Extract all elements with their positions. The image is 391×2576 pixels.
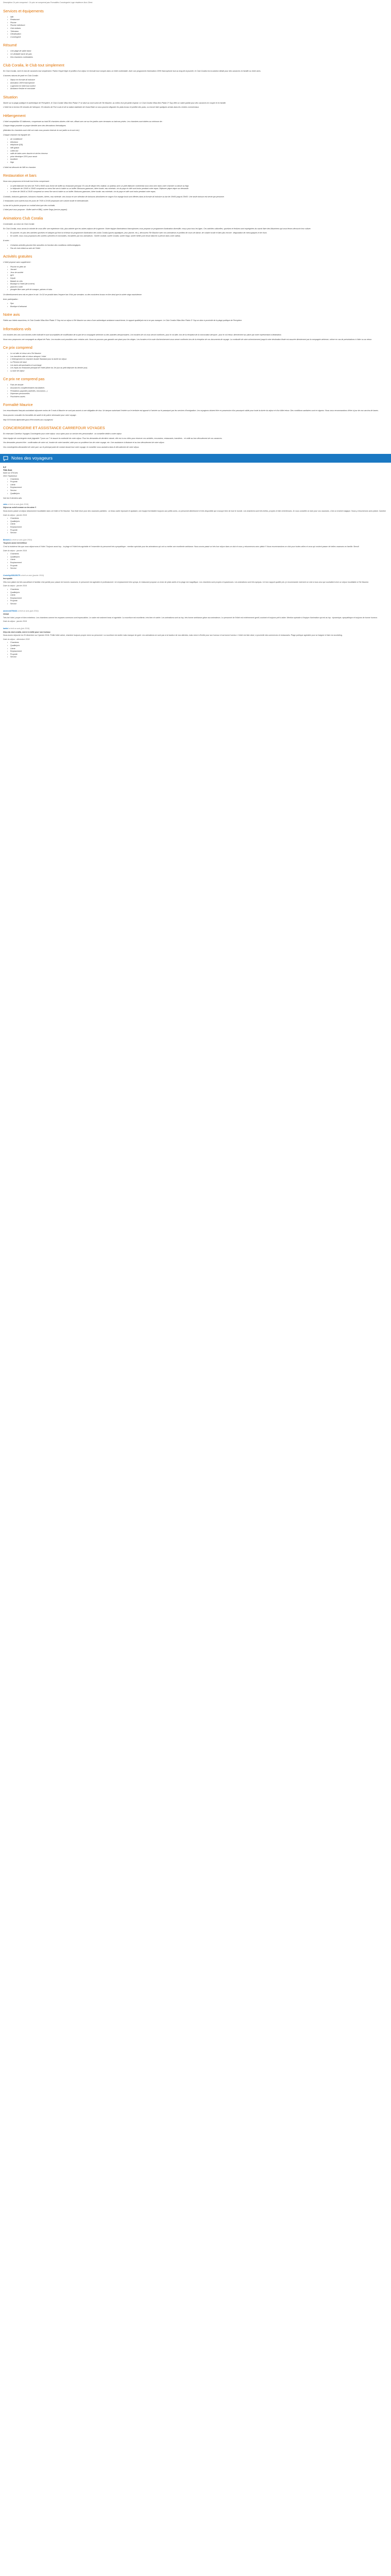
list-item: • Piscine: [7, 22, 388, 25]
list-item: • Les repas du restaurant principal de l'hôtel (dîner du 1er jour au petit déjeuner du dernier jour): [7, 367, 388, 370]
review-author[interactable]: Corinthy038128175: [3, 574, 20, 577]
list-item: • gym: [7, 274, 388, 277]
review-title: Génial: [3, 613, 9, 616]
review-title: Toujours aussi merveilleux: [3, 542, 27, 545]
free-activities-list: [3, 266, 388, 292]
hebergement-paragraph: (Attention les chambres sont côté rue mais vous pouvez réserver la vue jardin ou la vue mer): [3, 129, 79, 132]
list-item: • Chambres: [7, 478, 388, 481]
review-categories: [3, 588, 388, 606]
list-item: • télévision: [7, 141, 388, 144]
section-title-activites: Activités gratuites: [3, 254, 32, 259]
restauration-paragraph: La bar de la piscine propose un cocktail ainsi que des cocktails.: [3, 204, 56, 207]
review-stay-date: Date du séjour : janvier 2016: [3, 514, 27, 516]
list-item: • Emplacement: [7, 597, 388, 600]
speech-bubble-icon: [3, 456, 8, 461]
situation-paragraph: Située sur la plage publique et authentique de Pereybère, le Club Coralia Villas Mon Plaisir 3* se situe au nord ouest de l'île Maurice, au milieu d'un joli jardin tropical. Le Club Coralia Villas Mon Plaisir 3* Sup offre un cadre parfait pour des vacances en couple et en famille.: [3, 101, 226, 104]
review-author[interactable]: annenm0750411: [3, 609, 18, 612]
list-item: • Qualité/prix: [7, 493, 388, 496]
description-breadcrumb: Description Ce prix comprend : Ce prix ne comprend pas Formalités Conciergerie Loge résidence Avis Client: [3, 2, 92, 4]
review-categories: [3, 517, 388, 535]
review-author[interactable]: cdes: [3, 503, 8, 505]
list-item: • Service: [7, 532, 388, 535]
reviews-header-title: Notes des voyageurs: [11, 455, 53, 461]
list-item: • Propreté: [7, 653, 388, 656]
list-item: • Literie: [7, 594, 388, 597]
review-header: [3, 503, 388, 506]
see-last-reviews-link[interactable]: Voir les 5 derniers avis: [3, 497, 22, 500]
list-item: • Service: [7, 489, 388, 493]
section-title-club: Club Coralia, le Club tout simplement: [3, 63, 64, 68]
list-item: • Boutique d'artisanat: [7, 306, 388, 309]
list-item: • air conditionné: [7, 138, 388, 141]
review-author[interactable]: Benoît A: [3, 538, 11, 541]
list-item: • salle de bains avec douche et sèche-cheveux: [7, 152, 388, 156]
animations-paragraph: A noter :: [3, 240, 10, 242]
review-date: a écrit un avis (juin 2016): [8, 503, 29, 505]
list-item: • Certaines activités peuvent être annulées en fonction des conditions météorologiques: [7, 244, 388, 247]
section-title-formalites: Formalité Maurice: [3, 402, 33, 408]
list-item: • Spa: [7, 302, 388, 306]
review-date: a écrit un avis (juin 2016): [18, 609, 39, 612]
section-title-services: Services et équipements: [3, 8, 44, 13]
animations-notes-list: [3, 244, 388, 250]
informations-paragraph: Les horaires des vols sont donnés à titre indicatif et sont susceptibles de modification de la part de la compagnie aérienne ou des autorités aéroportuaires. Les horaires de vol vous seront confirmés, pour le vol aller, lors de la réception de la convocation aéroport ; pour le vol retour, directement sur place par notre représentant à destination.: [3, 334, 282, 336]
review-date: a écrit un avis (juin 2016): [9, 628, 30, 630]
review-header: [3, 539, 388, 542]
rating-label: Très bon: [3, 469, 12, 472]
list-item: • Prestations payantes (activités, excursions...): [7, 390, 388, 393]
list-item: • planche à voile: [7, 286, 388, 289]
conciergerie-paragraph: Vos conciergeries demandent de votre part, sur le principal point de contact durant tout votre voyage, le conseiller vous assistera dans le déroulement de votre séjour.: [3, 446, 140, 448]
informations-paragraph: Nous vous proposons une compagnie au départ de Paris. Les escales sont possibles avec certains vols. Nous ne pouvons pas garantir une place pour les sièges. Les horaires et la route d'acheminement vous seront confirmés lors de la réception de vos documents de voyage. La continuité de votre acheminement jusqu'à votre destination finale est assurée directement par la compagnie aérienne, même en cas de perturbations à l'aller ou au retour.: [3, 338, 372, 341]
list-item: • Les taxes aéroportuaires et surcharge: [7, 364, 388, 367]
formalites-paragraph: Les ressortissants français souhaitant séjourner moins de 3 mois à Maurice ne sont pas soumis à une obligation de visa. Un tampon autorisant l'entrée sur le territoire est apposé à l'arrivée sur le passeport par les services d'immigration. Les voyageurs doivent être en possession d'un passeport valide pour toute la durée du séjour et d'un billet retour. Des conditions sanitaires sont en vigueur. Nous vous recommandons d'être à jour de vos vaccins de bases.: [3, 410, 379, 412]
rating-source: 2021 TripAdvisor: [3, 475, 17, 478]
list-item: • Club enfants: [7, 27, 388, 30]
review-title: Déçu du club coralia, merci à emilie pour son humour.: [3, 631, 51, 633]
list-item: • La Pension de base: [7, 361, 388, 364]
club-reasons-intro: 4 bonnes raisons de partir en Club Coralia :: [3, 74, 39, 77]
hebergement-paragraph: L'hôtel est démunie de Wifi en chambre.: [3, 166, 36, 168]
price-includes-list: [3, 352, 388, 372]
section-title-ne-comprend: Ce prix ne comprend pas: [3, 377, 45, 382]
page: [0, 0, 391, 659]
restauration-paragraph: Cocktails, boissons gazeuses, boissons chaudes, bières, eau minérale, vins locaux et une sélection de boissons alcoolisées en vogue d'un cépage local sont offertes dans la formule all inclusive au bar de 10h00 jusqu'à 23h00. Une seule boisson est servie par personne.: [3, 195, 225, 198]
paid-activities-list: [3, 302, 388, 308]
animations-paragraph: En Club Coralia, nous avons la volonté de vous offrir une expérience club, plus animée que les autres séjours de la gamme. Notre équipe d'animateurs francophones vous propose un programme d'animation diversifié, conçu pour tous les âges. Ces activités culturelles, sportives et festives sont imprégnées du savoir-faire des Mauriciens qui vous ferons découvrir leur culture.: [3, 227, 311, 230]
review-header: [3, 610, 388, 613]
list-item: • Restaurant: [7, 19, 388, 22]
list-item: • Un véritable havre de paix: [7, 53, 388, 56]
resume-list: [3, 50, 388, 59]
rating-based-on: basé sur 478 Avis: [3, 472, 18, 474]
review-categories: [3, 553, 388, 570]
list-item: • Dépenses personnelles: [7, 393, 388, 396]
list-item: • Assurances complémentaires facultatives: [7, 387, 388, 390]
list-item: • Literie: [7, 558, 388, 562]
list-item: • Service: [7, 603, 388, 606]
situation-paragraph: L'hôtel est à environ 65 minutes de l'aéroport, 30 minutes de Port Louis et de la station balnéaire de Grand Baie où vous pourrez déguster les plats locaux et profiter des pubs, ou encore faire quelques achats dans les centres commerciaux.: [3, 106, 200, 109]
conciergerie-paragraph: Votre équipe de conciergerie reste joignable 7 jours sur 7 et assure la continuité de votre séjour. Pour les demandes de dernière minute, elle est à vos côtés pour réserver vos activités, excursions, restaurants, transferts... et veille au bon déroulement de vos vacances.: [3, 437, 223, 439]
review-categories: [3, 641, 388, 659]
list-item: • Télévision: [7, 30, 388, 33]
section-title-ce-prix: Ce prix comprend: [3, 345, 32, 350]
list-item: • bouilloire: [7, 158, 388, 161]
list-item: • Chambres: [7, 517, 388, 520]
list-item: • Propreté: [7, 600, 388, 603]
conciergerie-paragraph: Vos demandes peuvent être : confirmation de votre vol, horaire de votre transfert, aide pour un problème lors de votre voyage, etc. Une assistance à distance et au bon déroulement de votre séjour.: [3, 442, 165, 444]
restauration-paragraph: Nous vous proposons la formule tout inclus comprenant :: [3, 180, 50, 183]
list-item: • La taxe de séjour: [7, 370, 388, 373]
list-item: • Wifi gratuit: [7, 147, 388, 150]
review-header: [3, 628, 388, 631]
list-item: • Literie: [7, 523, 388, 526]
list-item: • prise électrique 220V pour rasoir: [7, 156, 388, 159]
rating-summary: [3, 466, 388, 472]
review-stay-date: Date du séjour : janvier 2016: [3, 585, 27, 587]
list-item: • Qualité/prix: [7, 591, 388, 595]
list-item: • Qualité/prix: [7, 520, 388, 523]
list-item: • frigo: [7, 161, 388, 164]
club-paragraph: En Club Coralia, vivre le club de vacances tout simplement. Partez l'esprit léger et profitez d'un séjour en formule tout compris dans un hôtel confortable. Avec son programme d'animation 100% francophone tout au long de la journée, le Club Coralia est la solution idéale pour des vacances en famille ou entre amis.: [3, 70, 261, 73]
formalites-paragraph: Nous pouvez consulter les formalités de santé et de police nécessaire pour votre voyage :: [3, 414, 77, 416]
review-text: Nous avons passé un séjour absolument inoubliable dans cet hôtel à l'île Maurice. Tout était réuni pour des vacances parfaites : un beau cadre reposant et apaisant, une équipe formidable toujours aux petits soins, un personnel attentionné et très disponible qui s'occupe bien de tout le monde. Les chambres sont très belles, propres et bien entretenues. Je vous conseille ce club pour vos vacances, c'est un endroit magique. Nous y retournerons avec plaisir. Caroline: [3, 510, 386, 512]
list-item: • En journée, en plus des activités sportives et ludiques qui font la richesse du programme d'animation des clubs Coralia (sports aquatiques, jeux piscine, etc.), découvrez l'île Maurice avec nos animateurs et profitez de cours de danse, de cuisine locale et bien plus encore : dégustation de mets typiques et de rhum.: [7, 232, 388, 235]
animations-list: [3, 232, 388, 238]
activites-paragraph: Avec participation :: [3, 298, 19, 300]
list-item: • Pourboires usuels: [7, 396, 388, 399]
review-title: Séjour au soleil comme on les aime !!: [3, 506, 37, 509]
review-item: [3, 503, 388, 535]
list-item: • Logement en hôtel tout confort: [7, 85, 388, 88]
list-item: • Jacuzzi: [7, 268, 388, 272]
review-item: [3, 628, 388, 659]
meals-list: [3, 185, 388, 194]
rating-categories-list: [3, 478, 388, 496]
list-item: • Le vol aller et retour vers l'île Maurice: [7, 352, 388, 355]
list-item: • Chambres: [7, 588, 388, 591]
list-item: • Climatisation: [7, 33, 388, 36]
section-title-restauration: Restauration et bars: [3, 173, 37, 178]
hebergement-paragraph: Chaque chambre est équipée de :: [3, 133, 31, 136]
list-item: • Propreté: [7, 481, 388, 484]
list-item: • Emplacement: [7, 486, 388, 489]
list-item: • Ambiance festive et conviviale: [7, 88, 388, 91]
review-stay-date: Date du séjour : janvier 2016: [3, 549, 27, 552]
list-item: • Le petit déjeuner est servi de 7h30 à 9h00 sous forme de buffet au restaurant principal. En cas de départ très matinal, un plateau avec un petit déjeuner continental vous sera servi dans votre chambre ou laissé au frigo: [7, 185, 388, 188]
restauration-paragraph: L'hôtel peut vous proposer : Buffet varié et BBQ, soirée Sega (service payant).: [3, 209, 68, 211]
review-date: a écrit un avis (juin 2016): [11, 538, 32, 541]
conciergerie-paragraph: En réservant Carrefour Voyages Conciergerie pour votre séjour, vous optez pour un service très personnalisé : un conseiller dédié à votre séjour.: [3, 433, 122, 435]
list-item: • Des chambres confortables: [7, 56, 388, 59]
list-item: • Balade en vélo: [7, 280, 388, 283]
list-item: • Literie: [7, 648, 388, 651]
activites-paragraph: L'hôtel propose sans supplément :: [3, 261, 31, 264]
section-title-hebergement: Hébergement: [3, 113, 26, 118]
list-item: • Jeux de société: [7, 272, 388, 275]
price-excludes-list: [3, 384, 388, 398]
avis-paragraph: Fidèle aux hôtels mauriciens, le Club Coralia Villas Mon Plaisir 3* Sup est un séjour à l'île Maurice au cœur d'une authentique ambiance mauricienne, le rapport qualité/prix est à ne pas manquer. Le Club Coralia Villas Mon Plaisir 3* Sup se situe à proximité de la plage publique de Pereybère.: [3, 319, 242, 322]
activites-paragraph: Un divertissement sera mis en place le soir. Un DJ se produit dans l'espace bar 4 fois par semaine, ou des musiciens locaux en live ainsi que la soirée séga mauricienne.: [3, 294, 142, 296]
list-item: • Propreté: [7, 529, 388, 532]
list-item: • téléphone (DD): [7, 144, 388, 147]
list-item: • Les transferts aller et retour aéroport / hôtel: [7, 355, 388, 359]
list-item: • Service: [7, 656, 388, 659]
review-text: Villa mon plaisir est très accueillant et familial c'est parfait pour passer de bonnes vacances, le personnel est agréable et professionnel. Un emplacement très sympa, le restaurant propose un choix de plats variés et la plage est magnifique. Les chambres sont propres et spacieuses. Les animations sont très sympas. Un bon rapport qualité prix, je recommande vivement ce club à tous ceux qui souhaitent vivre un séjour inoubliable à l'île Maurice.: [3, 581, 369, 583]
section-title-informations: Informations vols: [3, 327, 31, 331]
list-item: • Service: [7, 567, 388, 570]
list-item: • Qualité/prix: [7, 645, 388, 648]
list-item: • L'hébergement en chambre double Standard pour la durée du séjour: [7, 358, 388, 361]
list-item: • Wifi: [7, 16, 388, 19]
section-title-avis: Notre avis: [3, 312, 20, 317]
review-header: [3, 574, 388, 578]
list-item: • Propreté: [7, 565, 388, 568]
section-title-conciergerie: CONCIERGERIE ET ASSISTANCE CARREFOUR VOYAGES: [3, 426, 105, 431]
list-item: • Frais de dossier: [7, 384, 388, 387]
room-equipment-list: [3, 138, 388, 164]
list-item: • Qualité/prix: [7, 556, 388, 559]
hebergement-paragraph: Chaque étage possède sa propre identité avec des décorations thématiques.: [3, 125, 67, 127]
section-title-animations: Animations Club Coralia: [3, 215, 43, 221]
list-item: • Le dîner de 19h30 à 21h30 comprend un menu fixe servi à table ou un buffet. Boissons gazeuses, bière locale, eau minérale, vin du pays et café sont inclus pendant votre repas.: [7, 191, 388, 194]
animations-paragraph: Conviviable, au coeur du Club Coralia: [3, 223, 35, 225]
reviews-header-band: [0, 454, 391, 463]
review-text: Nous avons séjourné du 20 décembre au 3 janvier 2016. Petite hôtel calme, chambre toujours propre merci au personnel. La nourriture est variée mais manque de goût. Les animations ne sont pas à la hauteur de nos attentes, mais merci à Emilie pour son humour et sa bonne humeur. L'hôtel est bien situé, à proximité des commerces et restaurants. Plage publique agréable pour se baigner et faire du snorkeling.: [3, 634, 343, 637]
list-item: • Le déjeuner de 12h00 à 13h00 comprend un menu fixe servi à table ou un buffet. Boissons gazeuses, bière locale, eau minérale, vin du pays et café sont inclus pendant votre repas. Déjeuner pique-nique sur demande.: [7, 188, 388, 191]
list-item: • Une plage de sable blanc: [7, 50, 388, 53]
list-item: • coffre-fort: [7, 150, 388, 153]
list-item: • Boutique à l'hôtel (de la terre): [7, 283, 388, 286]
club-reasons-list: [3, 79, 388, 90]
list-item: • Chambres: [7, 553, 388, 556]
list-item: • plongée libre avec prêt de masque, palmes et tuba: [7, 289, 388, 292]
list-item: • Chambres: [7, 641, 388, 645]
list-item: • Emplacement: [7, 650, 388, 653]
hebergement-paragraph: L'hôtel comptabilise 52 bâtiments, comprenant au total 86 chambres situées côté mer, offrant une vue sur les jardins avec terrasses ou balcons privés. Les chambres sont dotées au minimum de :: [3, 120, 163, 123]
review-text: Très bel hôtel, propre et bien entretenu. Les chambres comme les espaces communs sont impeccables. Le cadre est vraiment beau et agréable. La nourriture est excellente, très bien et variée. Les animations sont au top, très bonne ambiance grâce aux animateurs. Le personnel de l'hôtel est extrêmement gentil, souriant et toujours prêt à aider. Mention spéciale à l'équipe d'animation qui est au top : dynamique, sympathique et toujours de bonne humeur.: [3, 616, 378, 619]
services-list: [3, 16, 388, 39]
review-author[interactable]: laetici: [3, 628, 9, 630]
list-item: • Animation 100% francophone: [7, 82, 388, 85]
review-stay-date: Date du séjour : décembre 2015: [3, 638, 30, 640]
review-item: [3, 539, 388, 570]
review-date: a écrit un avis (janvier 2016): [20, 574, 44, 577]
list-item: • Literie: [7, 484, 388, 487]
list-item: • Piscine en plein air: [7, 266, 388, 269]
review-stay-date: Date du séjour : janvier 2016: [3, 620, 27, 623]
review-item: [3, 574, 388, 606]
list-item: • Pas de club enfant au sein de l'hôtel: [7, 247, 388, 250]
list-item: • Piscine extérieure: [7, 24, 388, 27]
list-item: • Emplacement: [7, 526, 388, 529]
review-item: [3, 610, 388, 623]
formalites-link[interactable]: http://XXX/www.diplomatie.gouv.fr/fr/conseils-aux-voyageurs/: [3, 418, 53, 421]
rating-score: 4,2: [3, 466, 6, 469]
list-item: • Séjour en formule all inclusive: [7, 79, 388, 82]
review-text: C'est la troisième fois que nous séjournons à l'hôtel. Toujours aussi top... la plage et l'hôtel très agréable et l'ensemble du personnel très sympathique : mention spéciale pour les animateurs qui ont su mettre une excellente ambiance. Nous avons passé un très bon séjour dans ce club et nous y retournerons avec plaisir !! Nous recommandons ce club pour toutes celles et ceux qui veulent passer de belles vacances en famille. Benoît: [3, 545, 359, 548]
section-title-situation: Situation: [3, 94, 18, 99]
section-title-resume: Résumé: [3, 43, 17, 48]
list-item: • Emplacement: [7, 562, 388, 565]
list-item: • Kayak: [7, 277, 388, 280]
list-item: • Conciergerie: [7, 36, 388, 39]
review-title: Incroyable: [3, 578, 12, 580]
list-item: • En soirée, nous vous proposons des soirées rythmées et conviviales, encadrées par nos animateurs : Soirée cocktail, soirée Coralia, soirée Sega, soirée White (une tenue blanche a prévoir dans votre valise).: [7, 235, 388, 238]
restauration-paragraph: 2 restaurants sont ouverts tous les jours de 7h30 à 21h30 proposant une cuisine locale et internationale.: [3, 200, 89, 202]
